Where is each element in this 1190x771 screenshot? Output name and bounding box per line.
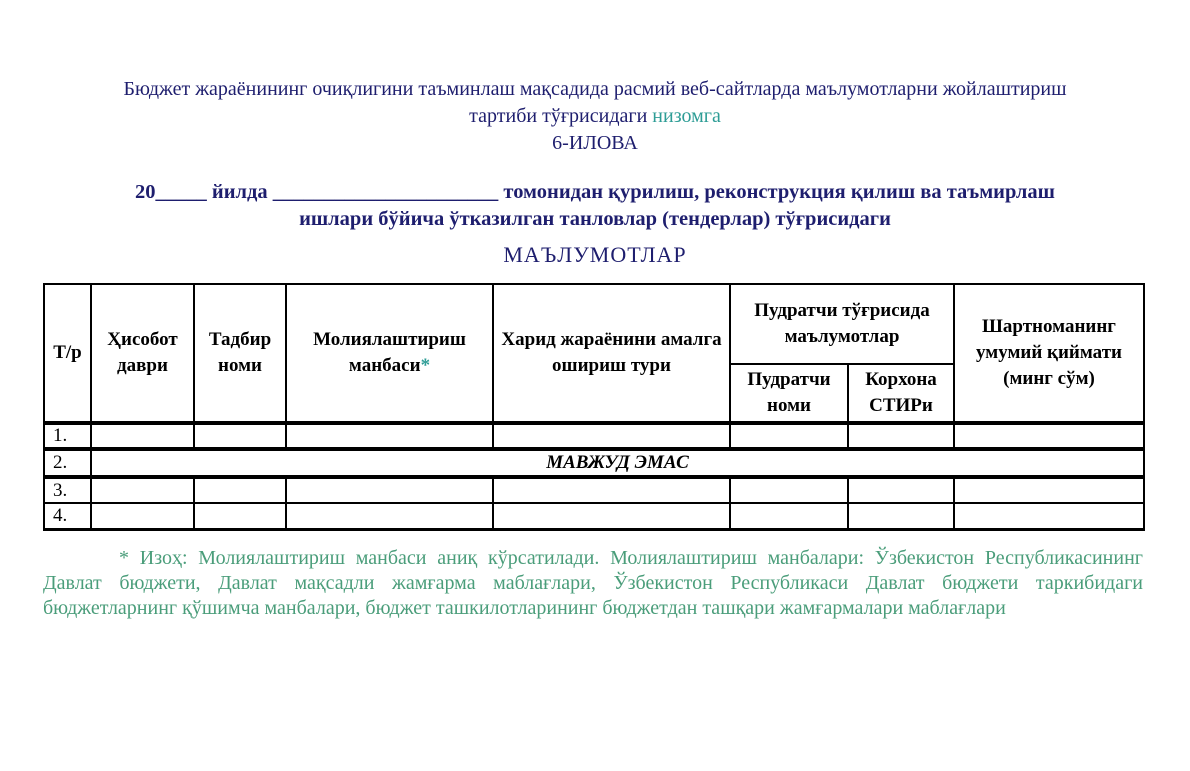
empty-cell bbox=[91, 423, 194, 449]
title-line-2-text: тартиби тўғрисидаги bbox=[469, 105, 653, 127]
header-procurement-type: Харид жараёнини амалга ошириш тури bbox=[493, 284, 730, 423]
report-table-wrap bbox=[43, 283, 1145, 531]
empty-cell bbox=[954, 423, 1144, 449]
subtitle-line-1: 20_____ йилда ______________________ томонидан қурилиш, реконструкция қилиш ва таъмирлаш bbox=[135, 181, 1055, 203]
header-row-number: Т/р bbox=[44, 284, 91, 423]
subtitle bbox=[0, 179, 1190, 233]
empty-cell bbox=[493, 477, 730, 503]
empty-cell bbox=[848, 423, 954, 449]
empty-cell bbox=[91, 503, 194, 529]
header-contract-value: Шартноманинг умумий қиймати (минг сўм) bbox=[954, 284, 1144, 423]
header-financing-source bbox=[286, 284, 493, 423]
empty-cell bbox=[493, 423, 730, 449]
table-row-3 bbox=[44, 477, 1144, 503]
title-line-2 bbox=[0, 103, 1190, 130]
table-row-2 bbox=[44, 449, 1144, 477]
table-row-1 bbox=[44, 423, 1144, 449]
row-number-cell: 4. bbox=[44, 503, 91, 529]
empty-cell bbox=[730, 477, 848, 503]
header-event-name: Тадбир номи bbox=[194, 284, 286, 423]
row-number-cell: 3. bbox=[44, 477, 91, 503]
table-row-4 bbox=[44, 503, 1144, 529]
empty-cell bbox=[286, 477, 493, 503]
empty-cell bbox=[286, 423, 493, 449]
row-number-cell: 1. bbox=[44, 423, 91, 449]
empty-cell bbox=[493, 503, 730, 529]
empty-cell bbox=[194, 503, 286, 529]
empty-cell bbox=[848, 477, 954, 503]
header-contractor-name: Пудратчи номи bbox=[730, 364, 848, 423]
header-report-period: Ҳисобот даври bbox=[91, 284, 194, 423]
empty-cell bbox=[730, 503, 848, 529]
subtitle-line-2: ишлари бўйича ўтказилган танловлар (тендерлар) тўғрисидаги bbox=[299, 208, 891, 230]
annex-label: 6-ИЛОВА bbox=[552, 132, 638, 154]
empty-cell bbox=[194, 423, 286, 449]
status-merged-cell: МАВЖУД ЭМАС bbox=[91, 449, 1144, 477]
empty-cell bbox=[194, 477, 286, 503]
empty-cell bbox=[848, 503, 954, 529]
empty-cell bbox=[954, 477, 1144, 503]
header-contractor-group: Пудратчи тўғрисида маълумотлар bbox=[730, 284, 954, 364]
section-heading: МАЪЛУМОТЛАР bbox=[503, 242, 687, 267]
page-title bbox=[0, 76, 1190, 157]
footnote-text: * Изоҳ: Молиялаштириш манбаси аниқ кўрсатилади. Молиялаштириш манбалари: Ўзбекистон Республикасининг Давлат бюджети, Давлат мақсадли жамғарма маблағлари, Ўзбекистон Республикаси Давлат бюджети таркибидаги бюджетларнинг қўшимча манбалари, бюджет ташкилотларининг бюджетдан ташқари жамғармалари маблағлари bbox=[43, 547, 1143, 619]
empty-cell bbox=[91, 477, 194, 503]
empty-cell bbox=[954, 503, 1144, 529]
report-table bbox=[43, 283, 1145, 531]
empty-cell bbox=[286, 503, 493, 529]
financing-source-label: Молиялаштириш манбаси bbox=[313, 329, 466, 376]
nizomga-link[interactable]: низомга bbox=[652, 105, 721, 127]
header-company-tin: Корхона СТИРи bbox=[848, 364, 954, 423]
financing-asterisk: * bbox=[420, 355, 431, 376]
row-number-cell: 2. bbox=[44, 449, 91, 477]
empty-cell bbox=[730, 423, 848, 449]
title-line-1: Бюджет жараёнининг очиқлигини таъминлаш мақсадида расмий веб-сайтларда маълумотларни жойлаштириш bbox=[123, 78, 1067, 100]
header-row-top bbox=[44, 284, 1144, 364]
